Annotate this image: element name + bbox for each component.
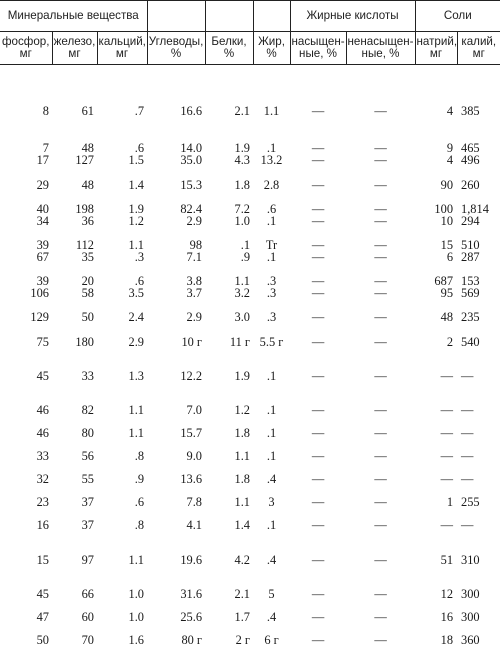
cell-sodium: 9 [446,141,454,154]
table-row [0,439,500,462]
cell-calcium: 1.0 [128,587,145,600]
cell-calcium: .6 [134,274,145,287]
cell-protein: 4.2 [234,553,251,566]
cell-calcium: 1.0 [128,610,145,623]
cell-phosphorus: 7 [42,141,49,154]
cell-saturated: — [311,518,325,531]
cell-iron: 66 [81,587,94,600]
cell-unsaturated: — [374,154,387,166]
cell-potassium: 465 [461,141,480,154]
cell-calcium: 1.3 [128,369,145,382]
table-row [0,382,500,416]
cell-fat: .1 [266,449,277,462]
cell-sodium: — [440,449,454,462]
cell-iron: 37 [81,495,94,508]
table-row [0,299,500,323]
cell-calcium: .8 [134,449,145,462]
cell-unsaturated: — [374,287,387,299]
cell-phosphorus: 47 [36,610,49,623]
cell-iron: 180 [75,335,94,348]
cell-saturated: — [311,154,325,166]
cell-protein: 3.2 [234,287,251,299]
cell-protein: 1.1 [234,495,251,508]
cell-phosphorus: 39 [36,238,49,251]
cell-protein: 1.8 [234,426,251,439]
cell-saturated: — [311,104,325,117]
table-body [0,65,500,647]
table-row [0,462,500,485]
cell-phosphorus: 45 [36,369,49,382]
cell-protein: 7.2 [234,202,251,215]
cell-fat: .1 [266,215,277,227]
table-row [0,191,500,215]
cell-phosphorus: 29 [36,178,49,191]
cell-sodium: 15 [440,238,454,251]
cell-potassium: 255 [461,495,480,508]
cell-potassium: 300 [461,610,480,623]
cell-saturated: — [311,472,325,485]
cell-unsaturated: — [374,403,387,416]
header-blank-carbs [147,1,205,32]
cell-calcium: 3.5 [128,287,145,299]
cell-fat: 1.1 [263,104,280,117]
cell-calcium: 1.9 [128,202,145,215]
cell-carbs: 80 г [181,633,203,646]
cell-unsaturated: — [374,104,387,117]
cell-potassium: 569 [461,287,480,299]
cell-protein: 2.1 [234,104,251,117]
cell-fat: 13.2 [260,154,283,166]
cell-potassium: — [461,426,474,439]
cell-protein: 1.9 [234,141,251,154]
header-potassium: калий, мг [457,32,500,65]
cell-phosphorus: 32 [36,472,49,485]
cell-sodium: — [440,472,454,485]
cell-potassium: — [461,369,474,382]
cell-carbs: 15.7 [180,426,203,439]
cell-potassium: 310 [461,553,480,566]
cell-protein: 1.7 [234,610,251,623]
cell-protein: .9 [240,251,251,263]
cell-protein: 2 г [235,633,251,646]
cell-iron: 60 [81,610,94,623]
cell-unsaturated: — [374,251,387,263]
cell-sodium: 687 [434,274,454,287]
cell-saturated: — [311,633,325,646]
cell-sodium: 90 [440,178,454,191]
cell-sodium: 4 [446,104,454,117]
cell-calcium: 1.1 [128,403,145,416]
cell-iron: 48 [81,141,94,154]
header-sodium: натрий, мг [415,32,457,65]
cell-protein: 1.4 [234,518,251,531]
cell-iron: 58 [81,287,94,299]
cell-protein: 3.0 [234,310,251,323]
header-unsaturated: ненасыщен- ные, % [346,32,415,65]
header-phosphorus: фосфор, мг [0,32,52,65]
cell-carbs: 98 [189,238,203,251]
cell-carbs: 31.6 [180,587,203,600]
cell-iron: 55 [81,472,94,485]
cell-unsaturated: — [374,238,387,251]
cell-calcium: .8 [134,518,145,531]
cell-saturated: — [311,141,325,154]
cell-saturated: — [311,310,325,323]
cell-unsaturated: — [374,472,387,485]
cell-iron: 36 [81,215,94,227]
cell-fat: .4 [266,553,277,566]
table-row [0,348,500,382]
cell-potassium: — [461,449,474,462]
cell-carbs: 2.9 [186,310,203,323]
table-row [0,323,500,348]
header-iron: железо, мг [52,32,97,65]
cell-phosphorus: 46 [36,426,49,439]
cell-phosphorus: 8 [42,104,49,117]
cell-fat: .1 [266,141,277,154]
cell-protein: 1.8 [234,472,251,485]
header-calcium: кальций, мг [97,32,147,65]
cell-phosphorus: 17 [36,154,49,166]
cell-sodium: 12 [440,587,454,600]
cell-carbs: 12.2 [180,369,203,382]
cell-potassium: — [461,518,474,531]
cell-sodium: 4 [446,154,454,166]
cell-fat: .4 [266,610,277,623]
cell-phosphorus: 129 [30,310,49,323]
cell-calcium: 1.1 [128,426,145,439]
cell-saturated: — [311,335,325,348]
cell-potassium: 540 [461,335,480,348]
cell-fat: .1 [266,426,277,439]
cell-fat: .3 [266,274,277,287]
table-row [0,215,500,227]
cell-unsaturated: — [374,310,387,323]
cell-saturated: — [311,403,325,416]
cell-carbs: 7.8 [186,495,203,508]
cell-potassium: 496 [461,154,480,166]
cell-saturated: — [311,587,325,600]
cell-saturated: — [311,369,325,382]
cell-saturated: — [311,449,325,462]
cell-phosphorus: 34 [36,215,49,227]
header-salts: Соли [415,1,500,32]
cell-iron: 35 [81,251,94,263]
cell-unsaturated: — [374,495,387,508]
cell-saturated: — [311,287,325,299]
cell-potassium: 360 [461,633,480,646]
cell-protein: 2.1 [234,587,251,600]
cell-fat: .3 [266,310,277,323]
cell-carbs: 16.6 [180,104,203,117]
cell-potassium: 1,814 [461,202,489,215]
cell-protein: 1.1 [234,274,251,287]
cell-protein: 11 г [229,335,251,348]
cell-saturated: — [311,495,325,508]
cell-fat: .4 [266,472,277,485]
header-carbs: Углеводы, % [147,32,205,65]
cell-saturated: — [311,215,325,227]
cell-potassium: — [461,472,474,485]
table-row [0,416,500,439]
cell-saturated: — [311,238,325,251]
cell-phosphorus: 50 [36,633,49,646]
cell-carbs: 9.0 [186,449,203,462]
cell-unsaturated: — [374,141,387,154]
cell-fat: 3 [268,495,275,508]
header-saturated: насыщен- ные, % [290,32,346,65]
cell-iron: 127 [75,154,94,166]
cell-protein: 1.9 [234,369,251,382]
table-row [0,251,500,263]
cell-calcium: 2.4 [128,310,145,323]
cell-protein: 1.0 [234,215,251,227]
cell-saturated: — [311,178,325,191]
cell-iron: 70 [81,633,94,646]
cell-calcium: 1.6 [128,633,145,646]
cell-sodium: 100 [434,202,454,215]
cell-unsaturated: — [374,587,387,600]
cell-carbs: 7.1 [186,251,203,263]
cell-iron: 56 [81,449,94,462]
cell-potassium: — [461,403,474,416]
cell-iron: 61 [81,104,94,117]
cell-phosphorus: 15 [36,553,49,566]
cell-sodium: — [440,426,454,439]
cell-phosphorus: 40 [36,202,49,215]
cell-saturated: — [311,426,325,439]
cell-sodium: 95 [440,287,454,299]
cell-fat: 5 [268,587,275,600]
cell-phosphorus: 33 [36,449,49,462]
cell-phosphorus: 75 [36,335,49,348]
cell-fat: .6 [266,202,277,215]
cell-sodium: 51 [440,553,454,566]
cell-calcium: 1.4 [128,178,145,191]
cell-fat: .1 [266,518,277,531]
cell-potassium: 294 [461,215,480,227]
table-row [0,65,500,118]
cell-calcium: 1.1 [128,238,145,251]
table-header [0,1,500,65]
cell-sodium: 2 [446,335,454,348]
cell-potassium: 300 [461,587,480,600]
cell-unsaturated: — [374,202,387,215]
cell-carbs: 35.0 [180,154,203,166]
cell-iron: 48 [81,178,94,191]
cell-fat: .3 [266,287,277,299]
table-row [0,508,500,531]
cell-potassium: 260 [461,178,480,191]
table-row [0,154,500,166]
cell-unsaturated: — [374,553,387,566]
cell-protein: 1.2 [234,403,251,416]
cell-sodium: — [440,369,454,382]
cell-unsaturated: — [374,633,387,646]
cell-saturated: — [311,274,325,287]
cell-calcium: .7 [134,104,145,117]
header-protein: Белки, % [205,32,253,65]
cell-unsaturated: — [374,449,387,462]
cell-unsaturated: — [374,335,387,348]
cell-fat: .1 [266,251,277,263]
cell-iron: 20 [81,274,94,287]
cell-potassium: 510 [461,238,480,251]
table-row [0,287,500,299]
cell-iron: 80 [81,426,94,439]
cell-protein: .1 [240,238,251,251]
cell-carbs: 4.1 [186,518,203,531]
header-blank-protein [205,1,253,32]
cell-carbs: 15.3 [180,178,203,191]
cell-phosphorus: 67 [36,251,49,263]
cell-iron: 82 [81,403,94,416]
cell-potassium: 235 [461,310,480,323]
cell-iron: 97 [81,553,94,566]
cell-iron: 198 [75,202,94,215]
cell-calcium: .6 [134,495,145,508]
cell-phosphorus: 45 [36,587,49,600]
cell-carbs: 10 г [181,335,203,348]
cell-potassium: 287 [461,251,480,263]
table-row [0,623,500,646]
cell-protein: 4.3 [234,154,251,166]
cell-saturated: — [311,251,325,263]
cell-protein: 1.8 [234,178,251,191]
header-fatty-acids: Жирные кислоты [290,1,415,32]
cell-iron: 50 [81,310,94,323]
cell-carbs: 82.4 [180,202,203,215]
cell-carbs: 3.7 [186,287,203,299]
cell-calcium: 1.2 [128,215,145,227]
table-row [0,566,500,600]
cell-unsaturated: — [374,215,387,227]
cell-phosphorus: 16 [36,518,49,531]
cell-unsaturated: — [374,518,387,531]
cell-carbs: 3.8 [186,274,203,287]
table-row [0,485,500,508]
cell-carbs: 7.0 [186,403,203,416]
cell-potassium: 385 [461,104,480,117]
cell-fat: 5.5 г [259,335,284,348]
cell-fat: Tr [265,238,278,251]
cell-carbs: 2.9 [186,215,203,227]
cell-fat: 6 г [264,633,279,646]
cell-phosphorus: 46 [36,403,49,416]
cell-sodium: 48 [440,310,454,323]
cell-saturated: — [311,202,325,215]
table-row [0,227,500,251]
cell-fat: .1 [266,369,277,382]
cell-sodium: 16 [440,610,454,623]
cell-potassium: 153 [461,274,480,287]
cell-sodium: 18 [440,633,454,646]
cell-carbs: 14.0 [180,141,203,154]
cell-sodium: 10 [440,215,454,227]
cell-carbs: 13.6 [180,472,203,485]
cell-calcium: 1.1 [128,553,145,566]
cell-protein: 1.1 [234,449,251,462]
table-row [0,263,500,287]
table-row [0,531,500,566]
cell-calcium: .3 [134,251,145,263]
cell-unsaturated: — [374,274,387,287]
cell-saturated: — [311,553,325,566]
cell-sodium: 1 [446,495,454,508]
cell-unsaturated: — [374,369,387,382]
cell-fat: .1 [266,403,277,416]
cell-unsaturated: — [374,426,387,439]
cell-sodium: 6 [446,251,454,263]
cell-saturated: — [311,610,325,623]
cell-carbs: 25.6 [180,610,203,623]
cell-phosphorus: 39 [36,274,49,287]
table-row [0,600,500,623]
header-blank-fat [253,1,290,32]
header-fat: Жир, % [253,32,290,65]
cell-carbs: 19.6 [180,553,203,566]
cell-fat: 2.8 [263,178,280,191]
cell-iron: 37 [81,518,94,531]
cell-iron: 112 [75,238,94,251]
cell-phosphorus: 106 [30,287,49,299]
cell-iron: 33 [81,369,94,382]
cell-calcium: .6 [134,141,145,154]
table-row [0,166,500,191]
cell-calcium: 1.5 [128,154,145,166]
cell-calcium: .9 [134,472,145,485]
cell-sodium: — [440,518,454,531]
cell-unsaturated: — [374,178,387,191]
cell-sodium: — [440,403,454,416]
cell-calcium: 2.9 [128,335,145,348]
header-minerals: Минеральные вещества [0,1,147,32]
cell-unsaturated: — [374,610,387,623]
cell-phosphorus: 23 [36,495,49,508]
table-row [0,117,500,154]
